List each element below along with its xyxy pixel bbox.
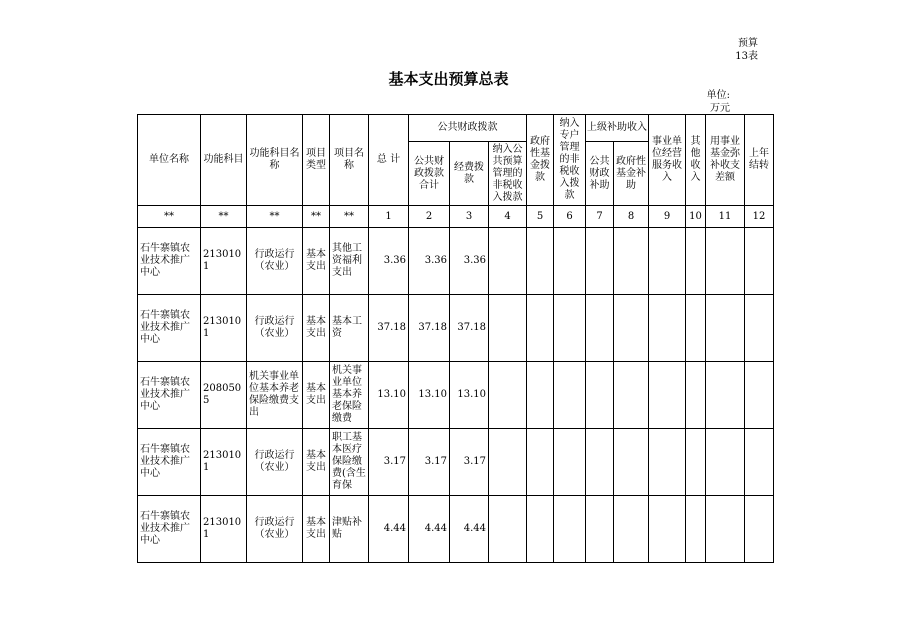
index-cell: ** bbox=[330, 206, 369, 228]
header-total: 总 计 bbox=[369, 115, 409, 206]
unit-label-line1: 单位: bbox=[706, 90, 730, 101]
index-cell: ** bbox=[303, 206, 330, 228]
header-item-name: 项目名称 bbox=[330, 115, 369, 206]
pf-total-cell: 3.17 bbox=[409, 429, 450, 496]
operating-cell: 4.44 bbox=[450, 496, 489, 563]
unit-label bbox=[680, 89, 730, 115]
operating-cell: 3.36 bbox=[450, 228, 489, 295]
header-upper-subsidy: 上级补助收入 bbox=[586, 115, 649, 142]
item-name-cell: 其他工资福利支出 bbox=[330, 228, 369, 295]
index-cell: ** bbox=[138, 206, 201, 228]
index-cell: 7 bbox=[586, 206, 614, 228]
item-type-cell: 基本支出 bbox=[303, 362, 330, 429]
item-type-cell: 基本支出 bbox=[303, 295, 330, 362]
budget-table bbox=[137, 114, 774, 563]
table-number-line2: 13表 bbox=[735, 51, 758, 62]
func-code-cell: 2080505 bbox=[201, 362, 247, 429]
header-public-finance-total: 公共财政拨款合计 bbox=[409, 142, 450, 206]
total-cell: 4.44 bbox=[369, 496, 409, 563]
table-number-line1: 预算 bbox=[738, 38, 758, 49]
index-cell: 5 bbox=[527, 206, 554, 228]
page-title: 基本支出预算总表 bbox=[388, 70, 509, 88]
header-other-income: 其他收入 bbox=[686, 115, 706, 206]
total-cell: 13.10 bbox=[369, 362, 409, 429]
unit-cell: 石牛寨镇农业技术推广中心 bbox=[138, 496, 201, 563]
table-number bbox=[700, 37, 758, 63]
total-cell: 3.17 bbox=[369, 429, 409, 496]
item-name-cell: 基本工资 bbox=[330, 295, 369, 362]
pf-total-cell: 4.44 bbox=[409, 496, 450, 563]
operating-cell: 3.17 bbox=[450, 429, 489, 496]
index-cell: 10 bbox=[686, 206, 706, 228]
func-code-cell: 2130101 bbox=[201, 228, 247, 295]
func-name-cell: 行政运行（农业） bbox=[247, 429, 303, 496]
header-business-income: 事业单位经营服务收入 bbox=[649, 115, 686, 206]
unit-cell: 石牛寨镇农业技术推广中心 bbox=[138, 295, 201, 362]
func-name-cell: 机关事业单位基本养老保险缴费支出 bbox=[247, 362, 303, 429]
total-cell: 37.18 bbox=[369, 295, 409, 362]
table-row bbox=[138, 362, 774, 429]
unit-cell: 石牛寨镇农业技术推广中心 bbox=[138, 228, 201, 295]
pf-total-cell: 37.18 bbox=[409, 295, 450, 362]
table-row bbox=[138, 429, 774, 496]
operating-cell: 37.18 bbox=[450, 295, 489, 362]
total-cell: 3.36 bbox=[369, 228, 409, 295]
index-cell: 1 bbox=[369, 206, 409, 228]
index-cell: 6 bbox=[554, 206, 586, 228]
pf-total-cell: 13.10 bbox=[409, 362, 450, 429]
header-non-tax-special: 纳入专户管理的非税收入拨款 bbox=[554, 115, 586, 206]
func-name-cell: 行政运行（农业） bbox=[247, 228, 303, 295]
func-code-cell: 2130101 bbox=[201, 496, 247, 563]
index-cell: 2 bbox=[409, 206, 450, 228]
func-name-cell: 行政运行（农业） bbox=[247, 295, 303, 362]
unit-cell: 石牛寨镇农业技术推广中心 bbox=[138, 362, 201, 429]
index-cell: 9 bbox=[649, 206, 686, 228]
header-operating: 经费拨款 bbox=[450, 142, 489, 206]
index-cell: ** bbox=[201, 206, 247, 228]
item-name-cell: 津贴补贴 bbox=[330, 496, 369, 563]
header-fund-compensation: 用事业基金弥补收支差额 bbox=[706, 115, 745, 206]
index-cell: 3 bbox=[450, 206, 489, 228]
header-carryover: 上年结转 bbox=[745, 115, 774, 206]
item-name-cell: 机关事业单位基本养老保险缴费 bbox=[330, 362, 369, 429]
item-name-cell: 职工基本医疗保险缴费(含生育保 bbox=[330, 429, 369, 496]
header-item-type: 项目类型 bbox=[303, 115, 330, 206]
item-type-cell: 基本支出 bbox=[303, 228, 330, 295]
index-row bbox=[138, 206, 774, 228]
unit-cell: 石牛寨镇农业技术推广中心 bbox=[138, 429, 201, 496]
table-row bbox=[138, 295, 774, 362]
header-gov-fund-subsidy: 政府性基金补助 bbox=[614, 142, 649, 206]
header-unit-name: 单位名称 bbox=[138, 115, 201, 206]
table-row bbox=[138, 496, 774, 563]
func-name-cell: 行政运行（农业） bbox=[247, 496, 303, 563]
operating-cell: 13.10 bbox=[450, 362, 489, 429]
header-row-1 bbox=[138, 115, 774, 142]
item-type-cell: 基本支出 bbox=[303, 429, 330, 496]
header-func-name: 功能科目名称 bbox=[247, 115, 303, 206]
header-func-code: 功能科目 bbox=[201, 115, 247, 206]
index-cell: 11 bbox=[706, 206, 745, 228]
unit-label-line2: 万元 bbox=[710, 103, 730, 114]
func-code-cell: 2130101 bbox=[201, 429, 247, 496]
item-type-cell: 基本支出 bbox=[303, 496, 330, 563]
func-code-cell: 2130101 bbox=[201, 295, 247, 362]
pf-total-cell: 3.36 bbox=[409, 228, 450, 295]
index-cell: 4 bbox=[489, 206, 527, 228]
header-public-finance-subsidy: 公共财政补助 bbox=[586, 142, 614, 206]
header-non-tax-in-budget: 纳入公共预算管理的非税收入拨款 bbox=[489, 142, 527, 206]
header-gov-fund: 政府性基金拨款 bbox=[527, 115, 554, 206]
index-cell: ** bbox=[247, 206, 303, 228]
table-row bbox=[138, 228, 774, 295]
index-cell: 12 bbox=[745, 206, 774, 228]
header-public-finance: 公共财政拨款 bbox=[409, 115, 527, 142]
index-cell: 8 bbox=[614, 206, 649, 228]
